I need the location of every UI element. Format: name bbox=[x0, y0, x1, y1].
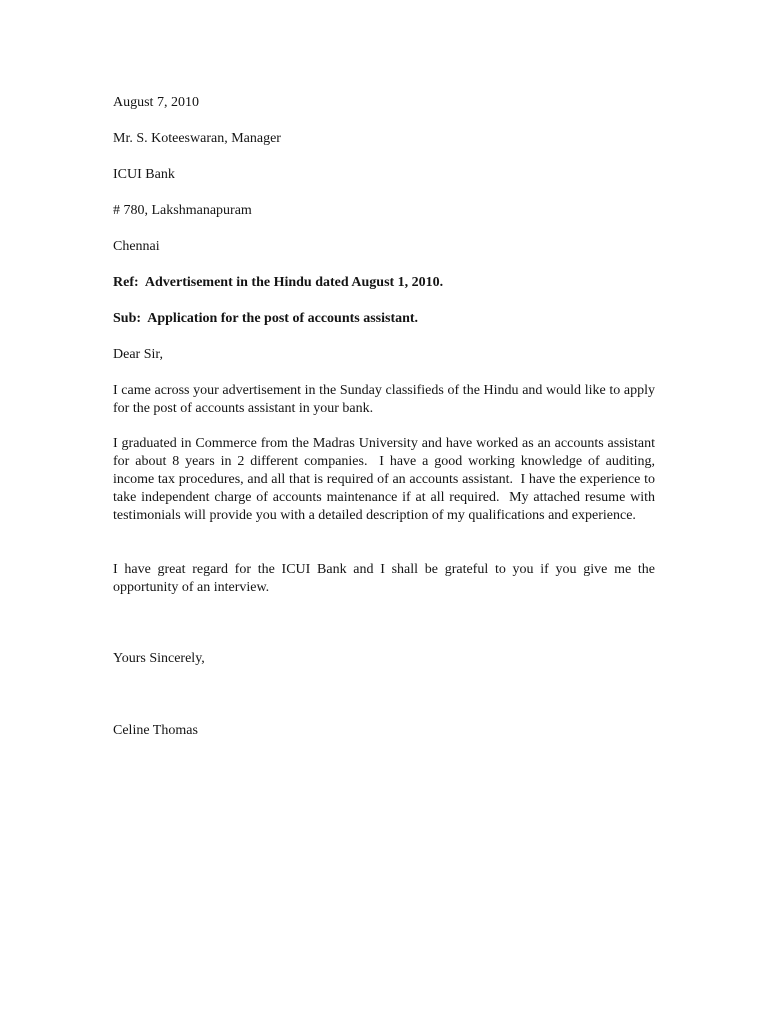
closing: Yours Sincerely, bbox=[113, 651, 205, 666]
recipient-organization: ICUI Bank bbox=[113, 167, 175, 182]
body-paragraph-1: I came across your advertisement in the Sunday classifieds of the Hindu and would like to apply for the post of accounts assistant in your bank. bbox=[113, 383, 655, 416]
subject-line: Sub: Application for the post of accounts assistant. bbox=[113, 311, 419, 326]
letter-date: August 7, 2010 bbox=[113, 95, 199, 110]
body-paragraph-2: I graduated in Commerce from the Madras University and have worked as an accounts assistant for about 8 years in 2 different companies. I have a good working knowledge of auditing, income tax procedures, and all that is required of an accounts assistant. I have the experience to take independent charge of accounts maintenance if at all required. My attached resume with testimonials will provide you with a detailed description of my qualifications and experience. bbox=[113, 436, 659, 523]
recipient-address: # 780, Lakshmanapuram bbox=[113, 203, 252, 218]
body-paragraph-3: I have great regard for the ICUI Bank and I shall be grateful to you if you give me the opportunity of an interview. bbox=[113, 562, 655, 595]
recipient-city: Chennai bbox=[113, 239, 160, 254]
recipient-name: Mr. S. Koteeswaran, Manager bbox=[113, 131, 281, 146]
salutation: Dear Sir, bbox=[113, 347, 163, 362]
signature-name: Celine Thomas bbox=[113, 723, 198, 738]
reference-line: Ref: Advertisement in the Hindu dated August 1, 2010. bbox=[113, 275, 444, 290]
